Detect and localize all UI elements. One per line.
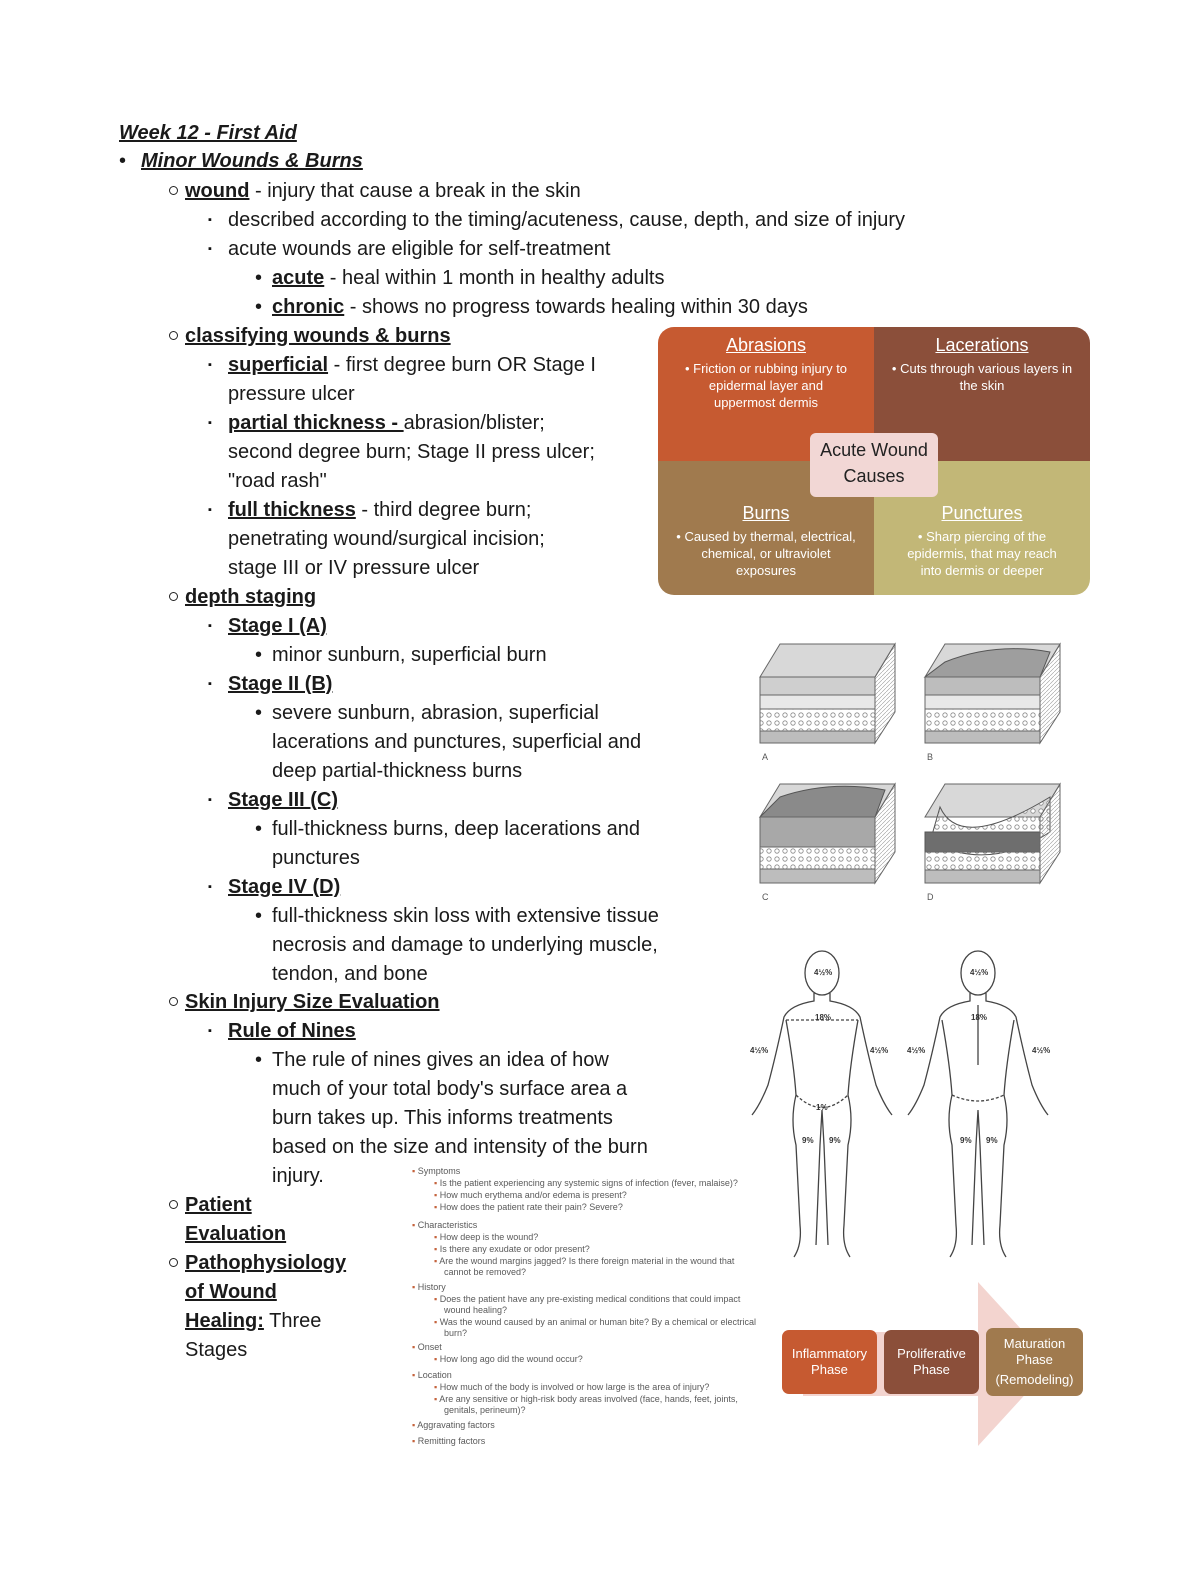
checklist-item: ▪ How much of the body is involved or how large is the area of injury?	[434, 1382, 710, 1392]
bullet	[169, 1258, 178, 1267]
patho-three: Three	[263, 1310, 322, 1332]
stage-label-d: D	[927, 892, 934, 902]
wound-sub2: acute wounds are eligible for self-treatment	[228, 238, 611, 260]
bullet: •	[255, 267, 263, 289]
patho-healing: Healing:	[185, 1310, 264, 1332]
checklist-item: ▪ How much erythema and/or edema is present?	[434, 1190, 627, 1200]
checklist-item: ▪ How long ago did the wound occur?	[434, 1354, 583, 1364]
chronic-term: chronic	[272, 296, 345, 318]
stage3-text1: full-thickness burns, deep lacerations and	[272, 818, 640, 840]
partial-term: partial thickness -	[228, 412, 404, 434]
wound-sub1: described according to the timing/acuteness, cause, depth, and size of injury	[228, 209, 906, 231]
superficial-line2: pressure ulcer	[228, 383, 355, 405]
label-head-front: 4½%	[814, 968, 833, 977]
bullet: ▪	[208, 794, 212, 806]
lacerations-text-2: the skin	[959, 378, 1005, 393]
back-body-figure	[908, 951, 1051, 1257]
full-def: - third degree burn;	[355, 499, 532, 521]
lacerations-title: Lacerations	[935, 335, 1029, 355]
partial-def: abrasion/blister;	[403, 412, 545, 434]
bullet	[169, 331, 178, 340]
size-heading: Skin Injury Size Evaluation	[185, 991, 440, 1013]
bullet	[169, 186, 178, 195]
superficial-line	[228, 351, 596, 380]
checklist-item: ▪ Are the wound margins jagged? Is there foreign material in the wound that	[434, 1256, 735, 1266]
label-arm-right-front: 4½%	[870, 1046, 889, 1055]
stage-label-c: C	[762, 892, 769, 902]
patho-heading-1: Pathophysiology	[185, 1252, 347, 1274]
partial-line	[228, 409, 545, 438]
partial-line3: "road rash"	[228, 470, 327, 492]
skin-block-d	[925, 784, 1060, 883]
partial-line2: second degree burn; Stage II press ulcer;	[228, 441, 595, 463]
abrasions-text-2: epidermal layer and	[708, 378, 824, 393]
skin-block-c	[760, 784, 895, 883]
stage2-label: Stage II (B)	[228, 673, 333, 695]
label-leg-left-front: 9%	[802, 1136, 814, 1145]
acute-wound-center-label	[810, 433, 938, 497]
patho-heading-3	[185, 1307, 321, 1336]
abrasions-text-3: uppermost dermis	[713, 395, 819, 410]
stage4-text2: necrosis and damage to underlying muscle,	[272, 934, 658, 956]
proliferative-phase: Proliferative Phase	[884, 1330, 979, 1394]
stage1-label: Stage I (A)	[228, 615, 327, 637]
abrasions-text-1: • Friction or rubbing injury to	[684, 361, 848, 376]
burns-text-3: exposures	[736, 563, 796, 578]
rule-text1: The rule of nines gives an idea of how	[272, 1049, 609, 1071]
stage4-text1: full-thickness skin loss with extensive tissue	[272, 905, 659, 927]
full-line2: penetrating wound/surgical incision;	[228, 528, 545, 550]
label-head-back: 4½%	[970, 968, 989, 977]
superficial-def: - first degree burn OR Stage I	[328, 354, 596, 376]
bullet: •	[255, 702, 263, 724]
bullet: •	[255, 905, 263, 927]
bullet	[169, 592, 178, 601]
patient-heading-1: Patient	[185, 1194, 252, 1216]
full-line3: stage III or IV pressure ulcer	[228, 557, 480, 579]
checklist-characteristics: ▪ Characteristics	[412, 1220, 478, 1230]
checklist-item: ▪ How deep is the wound?	[434, 1232, 539, 1242]
bullet: ▪	[208, 417, 212, 429]
bullet: •	[255, 818, 263, 840]
checklist-item: ▪ Is there any exudate or odor present?	[434, 1244, 590, 1254]
depth-heading: depth staging	[185, 586, 317, 608]
patho-heading-4: Stages	[185, 1339, 248, 1361]
checklist-item-cont: genitals, perineum)?	[444, 1405, 526, 1415]
label-arm-left-back: 4½%	[907, 1046, 926, 1055]
punctures-text-3: into dermis or deeper	[920, 563, 1044, 578]
bullet	[169, 997, 178, 1006]
maturation-phase: Maturation Phase (Remodeling)	[986, 1328, 1083, 1396]
checklist-history: ▪ History	[412, 1282, 446, 1292]
checklist-item: ▪ Was the wound caused by an animal or human bite? By a chemical or electrical	[434, 1317, 757, 1327]
bullet: ▪	[208, 359, 212, 371]
patho-heading-2: of Wound	[185, 1281, 277, 1303]
checklist-aggravating: ▪ Aggravating factors	[412, 1420, 495, 1430]
lacerations-text-1: • Cuts through various layers in	[891, 361, 1073, 376]
label-chest-front: 18%	[815, 1013, 832, 1022]
full-line	[228, 496, 531, 525]
section-heading: Minor Wounds & Burns	[141, 150, 363, 172]
punctures-text-2: epidermis, that may reach	[907, 546, 1057, 561]
stage1-text: minor sunburn, superficial burn	[272, 644, 547, 666]
rule-of-nines-label: Rule of Nines	[228, 1020, 356, 1042]
checklist-onset: ▪ Onset	[412, 1342, 442, 1352]
wound-term: wound	[185, 180, 250, 202]
checklist-item: ▪ Does the patient have any pre-existing medical conditions that could impact	[434, 1294, 741, 1304]
skin-depth-stages-illustration	[750, 632, 1070, 912]
checklist-location: ▪ Location	[412, 1370, 452, 1380]
patient-heading-2: Evaluation	[185, 1223, 287, 1245]
rule-text2: much of your total body's surface area a	[272, 1078, 628, 1100]
bullet: •	[255, 296, 263, 318]
checklist-item-cont: burn?	[444, 1328, 468, 1338]
abrasions-title: Abrasions	[725, 335, 807, 355]
acute-def: - heal within 1 month in healthy adults	[324, 267, 665, 289]
acute-line	[272, 264, 664, 293]
superficial-term: superficial	[228, 354, 329, 376]
checklist-item-cont: cannot be removed?	[444, 1267, 527, 1277]
label-groin: 1%	[816, 1103, 828, 1112]
punctures-text-1: • Sharp piercing of the	[917, 529, 1047, 544]
bullet: ▪	[208, 243, 212, 255]
inflammatory-phase: Inflammatory Phase	[782, 1330, 877, 1394]
burns-title: Burns	[742, 503, 790, 523]
checklist-item: ▪ Are any sensitive or high-risk body areas involved (face, hands, feet, joints,	[434, 1394, 738, 1404]
burns-text-1: • Caused by thermal, electrical,	[676, 529, 856, 544]
acute-term: acute	[272, 267, 325, 289]
bullet: •	[255, 644, 263, 666]
rule-text3: burn takes up. This informs treatments	[272, 1107, 613, 1129]
rule-text4: based on the size and intensity of the burn	[272, 1136, 648, 1158]
page-title: Week 12 - First Aid	[119, 122, 297, 144]
stage-label-b: B	[927, 752, 934, 762]
checklist-remitting: ▪ Remitting factors	[412, 1436, 486, 1446]
skin-block-b	[925, 644, 1060, 743]
checklist-item-cont: wound healing?	[444, 1305, 508, 1315]
punctures-title: Punctures	[941, 503, 1023, 523]
chronic-def: - shows no progress towards healing within 30 days	[344, 296, 808, 318]
stage-label-a: A	[762, 752, 769, 762]
bullet: •	[255, 1049, 263, 1071]
bullet: ▪	[208, 214, 212, 226]
wound-def: - injury that cause a break in the skin	[249, 180, 581, 202]
stage2-text3: deep partial-thickness burns	[272, 760, 523, 782]
stage3-label: Stage III (C)	[228, 789, 339, 811]
stage4-text3: tendon, and bone	[272, 963, 428, 985]
label-leg-right-back: 9%	[986, 1136, 998, 1145]
full-term: full thickness	[228, 499, 356, 521]
wound-line	[185, 177, 581, 206]
bullet: ▪	[208, 678, 212, 690]
stage2-text1: severe sunburn, abrasion, superficial	[272, 702, 599, 724]
chronic-line	[272, 293, 808, 322]
center-label-1: Acute Wound	[820, 440, 928, 460]
rule-of-nines-body-diagram	[740, 945, 1060, 1265]
stage4-label: Stage IV (D)	[228, 876, 341, 898]
bullet: •	[119, 150, 127, 172]
classifying-heading: classifying wounds & burns	[185, 325, 451, 347]
bullet	[169, 1200, 178, 1209]
label-leg-left-back: 9%	[960, 1136, 972, 1145]
center-label-2: Causes	[843, 466, 905, 486]
stage2-text2: lacerations and punctures, superficial and	[272, 731, 642, 753]
bullet: ▪	[208, 504, 212, 516]
label-arm-left-front: 4½%	[750, 1046, 769, 1055]
bullet: ▪	[208, 620, 212, 632]
burns-text-2: chemical, or ultraviolet	[701, 546, 831, 561]
bullet: ▪	[208, 1025, 212, 1037]
label-chest-back: 18%	[971, 1013, 988, 1022]
stage3-text2: punctures	[272, 847, 360, 869]
checklist-item: ▪ Is the patient experiencing any systemic signs of infection (fever, malaise)?	[434, 1178, 738, 1188]
rule-text5: injury.	[272, 1165, 324, 1187]
label-leg-right-front: 9%	[829, 1136, 841, 1145]
label-arm-right-back: 4½%	[1032, 1046, 1051, 1055]
checklist-item: ▪ How does the patient rate their pain? Severe?	[434, 1202, 623, 1212]
skin-block-a	[760, 644, 895, 743]
bullet: ▪	[208, 881, 212, 893]
checklist-symptoms: ▪ Symptoms	[412, 1166, 461, 1176]
